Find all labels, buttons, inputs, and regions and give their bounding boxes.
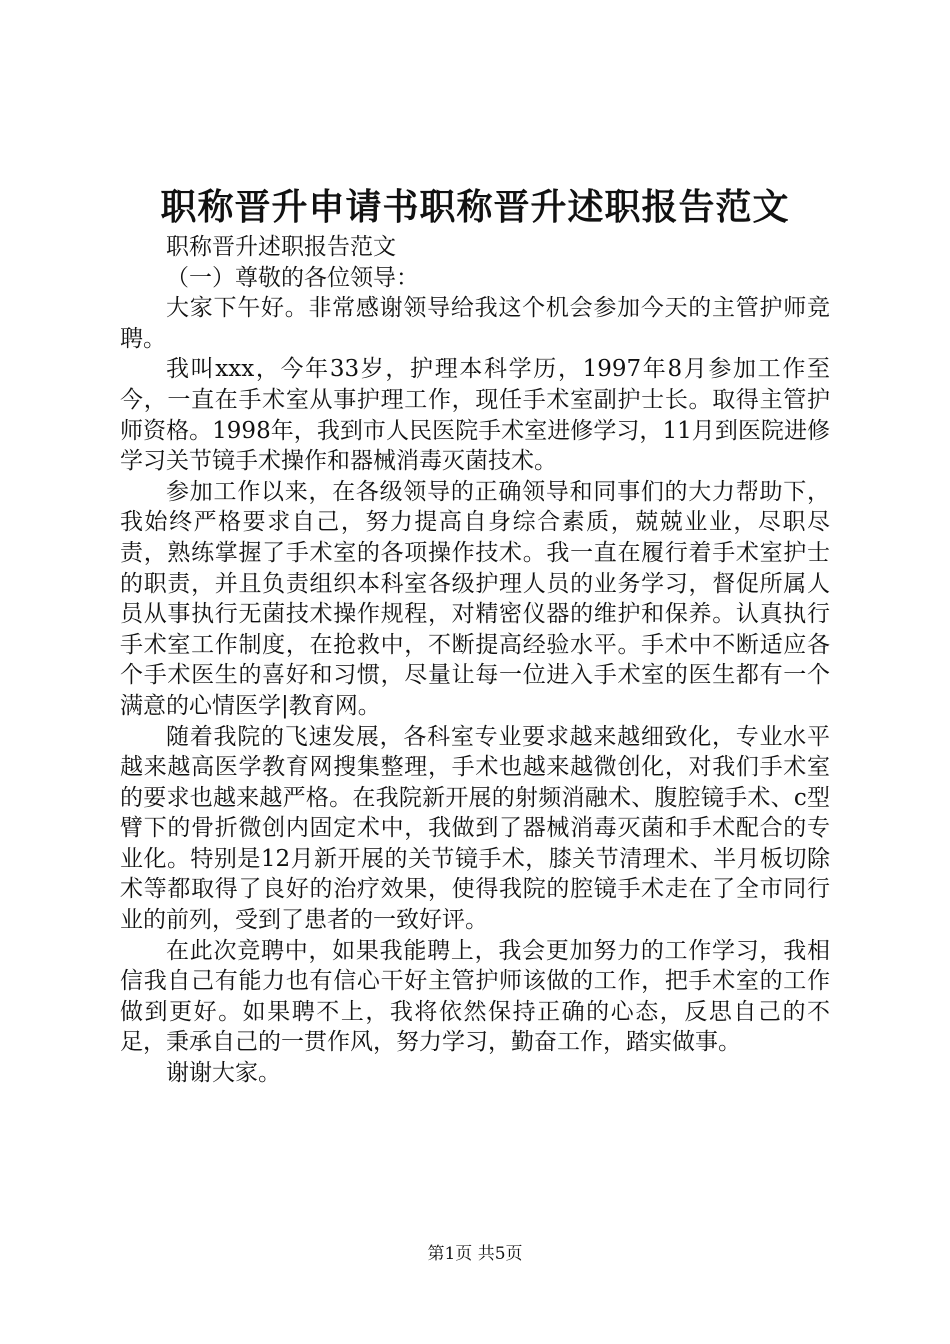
paragraph-introduction: 我叫xxx，今年33岁，护理本科学历，1997年8月参加工作至今，一直在手术室从事护理工作，现任手术室副护士长。取得主管护师资格。1998年，我到市人民医院手术室进修学习，11月到医院进修学习关节镜手术操作和器械消毒灭菌技术。 — [120, 356, 830, 475]
document-title: 职称晋升申请书职称晋升述职报告范文 — [160, 186, 790, 228]
paragraph-commitment: 在此次竞聘中，如果我能聘上，我会更加努力的工作学习，我相信我自己有能力也有信心干好主管护师该做的工作，把手术室的工作做到更好。如果聘不上，我将依然保持正确的心态，反思自己的不足，秉承自己的一贯作风，努力学习，勤奋工作，踏实做事。 — [120, 937, 830, 1056]
paragraph-salutation: （一）尊敬的各位领导： — [166, 264, 419, 291]
paragraph-subtitle: 职称晋升述职报告范文 — [166, 234, 396, 260]
paragraph-work-experience: 参加工作以来，在各级领导的正确领导和同事们的大力帮助下，我始终严格要求自己，努力提高自身综合素质，兢兢业业，尽职尽责，熟练掌握了手术室的各项操作技术。我一直在履行着手术室护士的职责，并且负责组织本科室各级护理人员的业务学习，督促所属人员从事执行无菌技术操作规程，对精密仪器的维护和保养。认真执行手术室工作制度，在抢救中，不断提高经验水平。手术中不断适应各个手术医生的喜好和习惯，尽量让每一位进入手术室的医生都有一个满意的心情医学|教育网。 — [120, 478, 830, 719]
paragraph-closing: 谢谢大家。 — [166, 1060, 281, 1087]
document-body — [120, 232, 830, 1089]
paragraph-greeting: 大家下午好。非常感谢领导给我这个机会参加今天的主管护师竞聘。 — [120, 295, 830, 352]
paragraph-hospital-development: 随着我院的飞速发展，各科室专业要求越来越细致化，专业水平越来越高医学教育网搜集整理，手术也越来越微创化，对我们手术室的要求也越来越严格。在我院新开展的射频消融术、腹腔镜手术、c型臂下的骨折微创内固定术中，我做到了器械消毒灭菌和手术配合的专业化。特别是12月新开展的关节镜手术，膝关节清理术、半月板切除术等都取得了良好的治疗效果，使得我院的腔镜手术走在了全市同行业的前列，受到了患者的一致好评。 — [120, 723, 830, 934]
page-number-footer: 第1页 共5页 — [427, 1244, 523, 1264]
